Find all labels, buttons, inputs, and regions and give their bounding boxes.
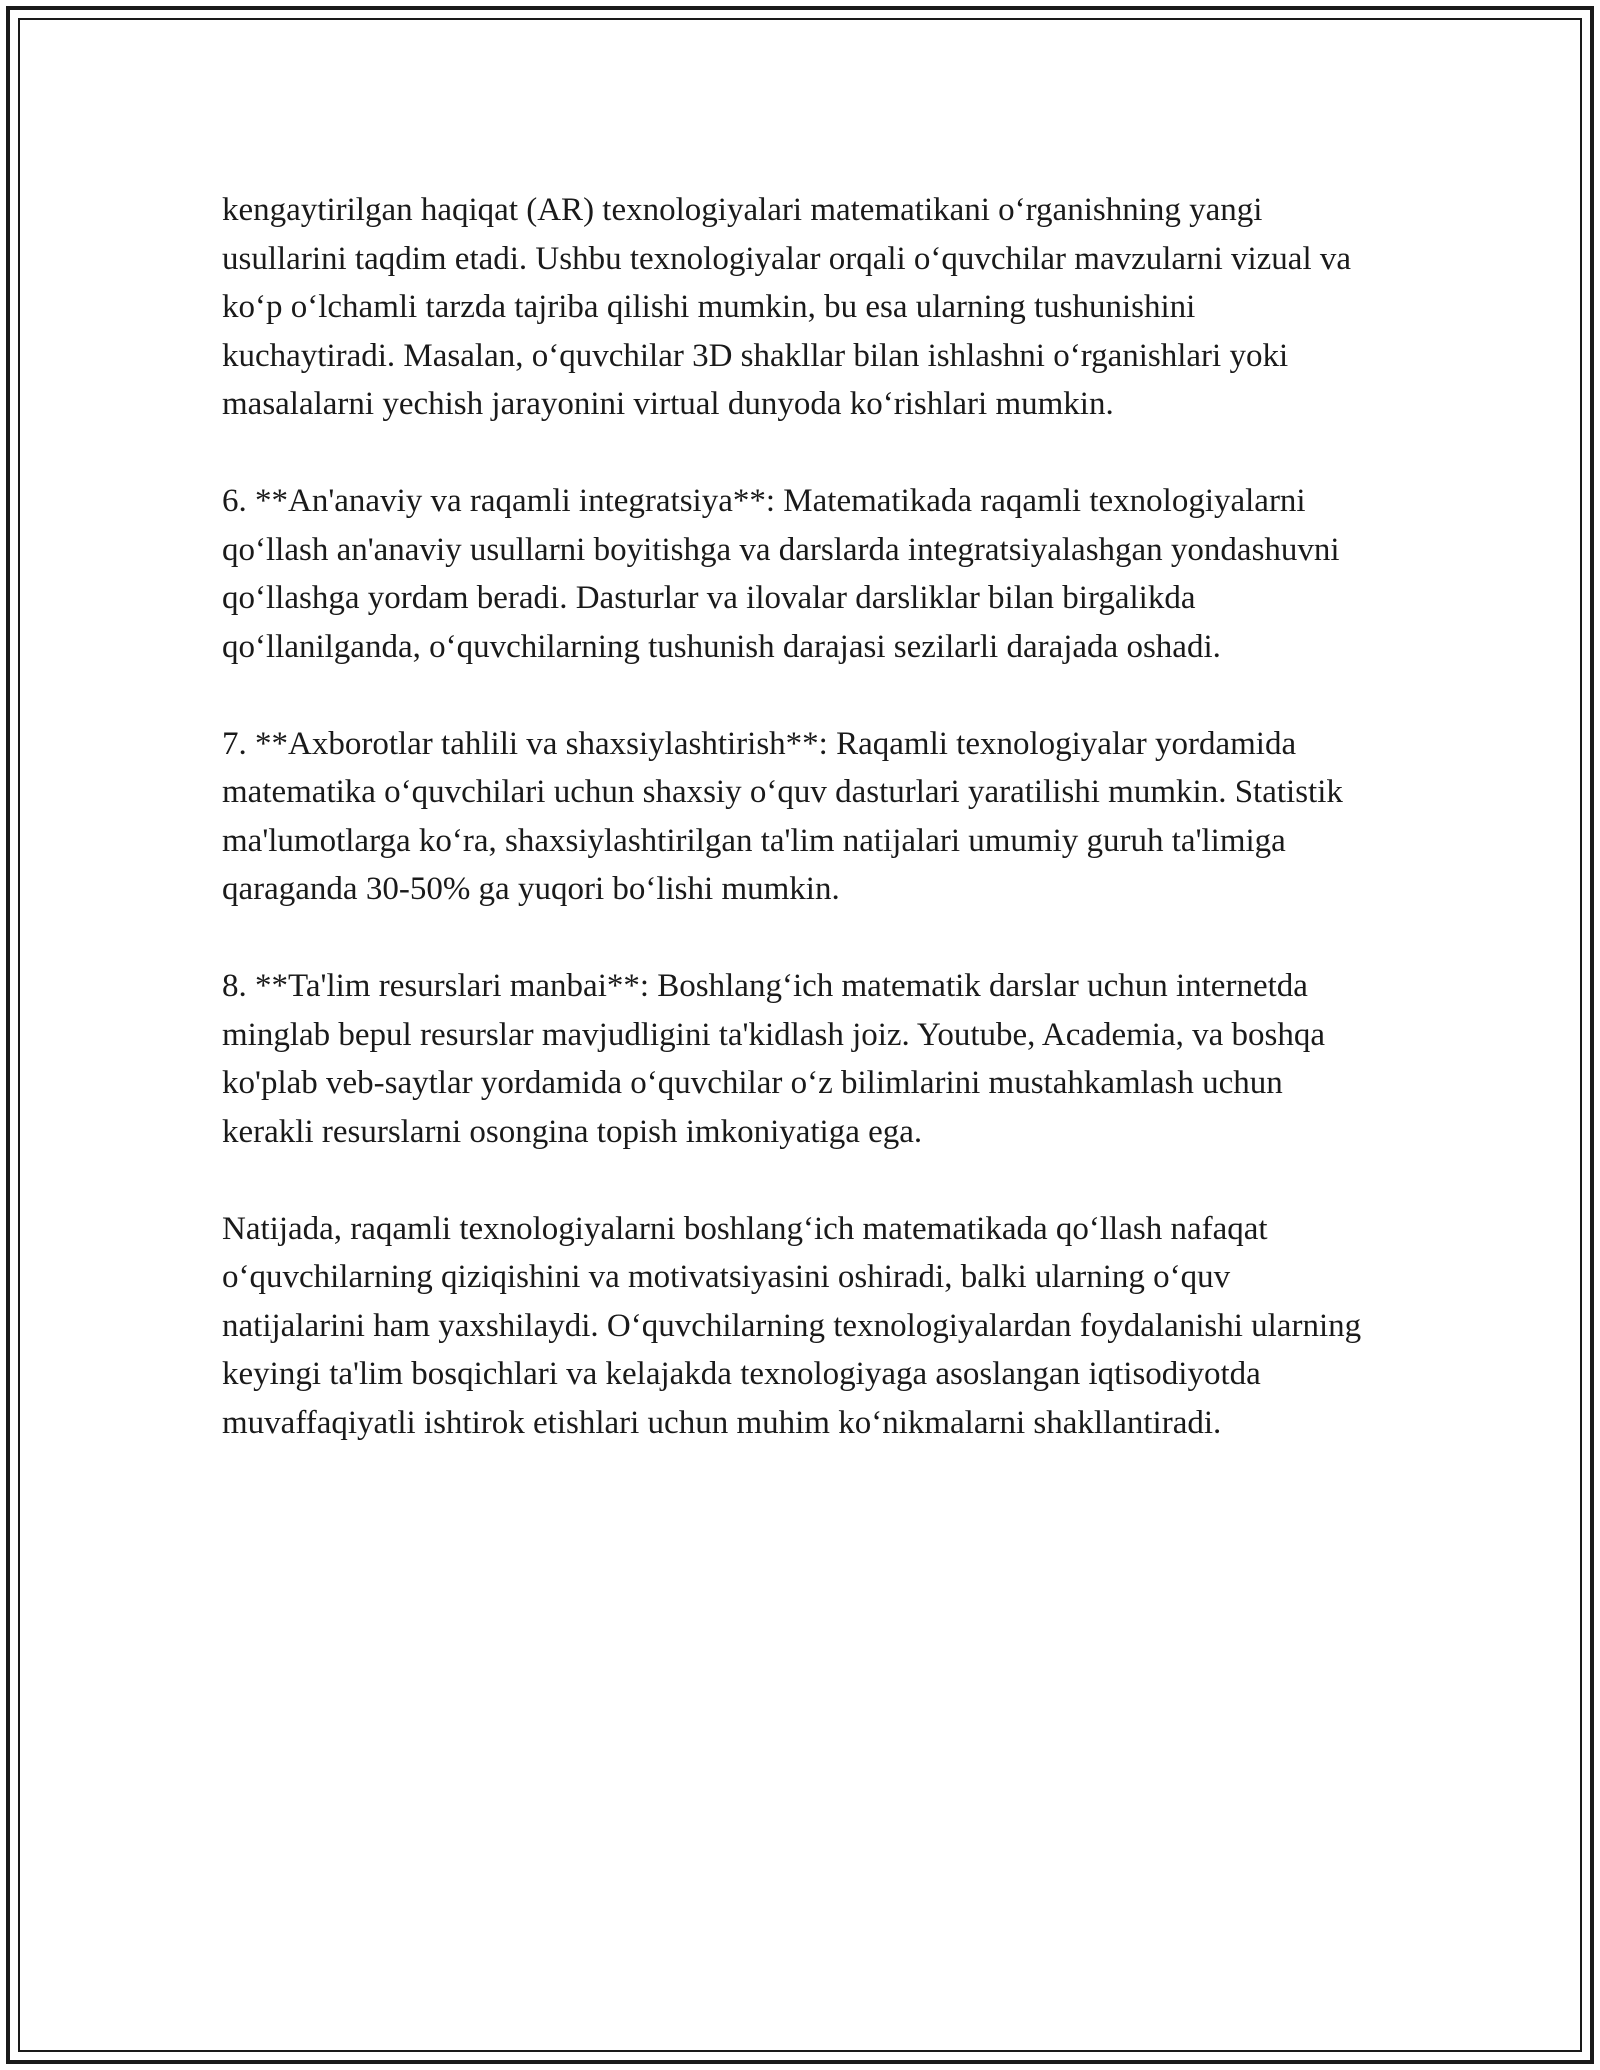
paragraph-traditional-digital-integration: 6. **An'anaviy va raqamli integratsiya**: Matematikada raqamli texnologiyalarni qo‘llash an'anaviy usullarni boyitishga va darslarda integratsiyalashgan yondashuvni qo‘llashga yordam beradi. Dasturlar va ilovalar darsliklar bilan birgalikda qo‘llanilganda, o‘quvchilarning tushunish darajasi sezilarli darajada oshadi. (222, 483, 1340, 665)
paragraph-data-analysis-personalization: 7. **Axborotlar tahlili va shaxsiylashtirish**: Raqamli texnologiyalar yordamida matematika o‘quvchilari uchun shaxsiy o‘quv dasturlari yaratilishi mumkin. Statistik ma'lumotlarga ko‘ra, shaxsiylashtirilgan ta'lim natijalari umumiy guruh ta'limiga qaraganda 30-50% ga yuqori bo‘lishi mumkin. (222, 725, 1343, 907)
paragraph-conclusion: Natijada, raqamli texnologiyalarni boshlang‘ich matematikada qo‘llash nafaqat o‘quvchilarning qiziqishini va motivatsiyasini oshiradi, balki ularning o‘quv natijalarini ham yaxshilaydi. O‘quvchilarning texnologiyalardan foydalanishi ularning keyingi ta'lim bosqichlari va kelajakda texnologiyaga asoslangan iqtisodiyotda muvaffaqiyatli ishtirok etishlari uchun muhim ko‘nikmalarni shakllantiradi. (222, 1210, 1362, 1441)
document-body (222, 186, 1372, 1447)
paragraph-educational-resources: 8. **Ta'lim resurslari manbai**: Boshlang‘ich matematik darslar uchun internetda minglab bepul resurslar mavjudligini ta'kidlash joiz. Youtube, Academia, va boshqa ko'plab veb-saytlar yordamida o‘quvchilar o‘z bilimlarini mustahkamlash uchun kerakli resurslarni osongina topish imkoniyatiga ega. (222, 968, 1326, 1150)
paragraph-ar-technologies: kengaytirilgan haqiqat (AR) texnologiyalari matematikani o‘rganishning yangi usullarini taqdim etadi. Ushbu texnologiyalar orqali o‘quvchilar mavzularni vizual va ko‘p o‘lchamli tarzda tajriba qilishi mumkin, bu esa ularning tushunishini kuchaytiradi. Masalan, o‘quvchilar 3D shakllar bilan ishlashni o‘rganishlari yoki masalalarni yechish jarayonini virtual dunyoda ko‘rishlari mumkin. (222, 192, 1352, 422)
